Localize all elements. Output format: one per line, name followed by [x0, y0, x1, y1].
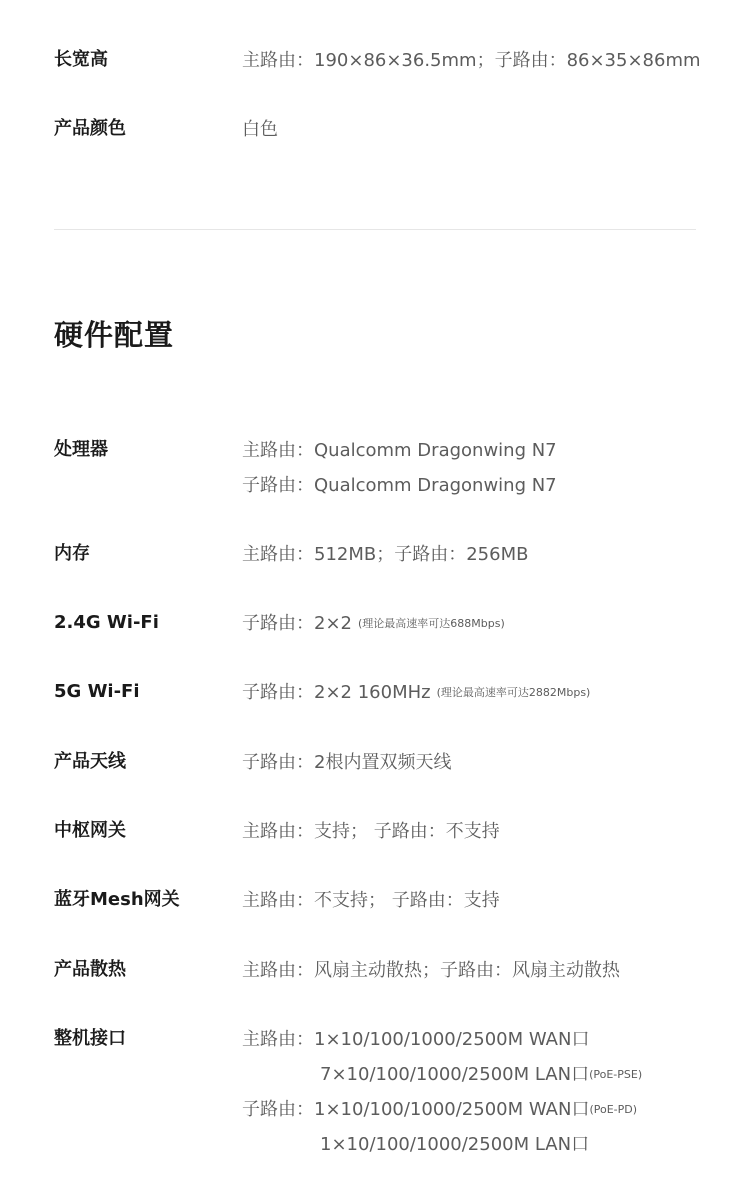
spec-label: 中枢网关: [54, 820, 126, 841]
spec-value-text: 子路由：2×2 160MHz: [242, 682, 431, 703]
spec-value-line: [242, 1092, 710, 1127]
spec-value-line: 主路由：Qualcomm Dragonwing N7: [242, 440, 557, 461]
section-title: 硬件配置: [54, 318, 175, 352]
spec-value: [242, 1022, 710, 1162]
spec-row-ports: [54, 1027, 710, 1162]
spec-label: 产品散热: [54, 959, 126, 980]
spec-row-wifi-5: [54, 680, 710, 710]
spec-value: 主路由：512MB；子路由：256MB: [242, 544, 529, 565]
spec-value-line: [242, 1057, 710, 1092]
spec-value: 主路由：190×86×36.5mm；子路由：86×35×86mm: [242, 50, 701, 71]
spec-value-text: 7×10/100/1000/2500M LAN口: [320, 1064, 590, 1085]
spec-label: 长宽高: [54, 49, 108, 70]
spec-label: 2.4G Wi-Fi: [54, 612, 159, 633]
spec-label: 蓝牙Mesh网关: [54, 889, 180, 910]
spec-value: 白色: [242, 119, 278, 140]
spec-row-dimensions: [54, 48, 710, 78]
spec-value: 子路由：2根内置双频天线: [242, 752, 452, 773]
spec-row-wifi-24: [54, 611, 710, 641]
spec-value-line: 主路由：1×10/100/1000/2500M WAN口: [242, 1029, 590, 1050]
section-divider: [54, 229, 696, 230]
spec-value-line: 子路由：Qualcomm Dragonwing N7: [242, 475, 557, 496]
spec-note: (PoE-PSE): [589, 1068, 643, 1081]
spec-value: [242, 675, 710, 710]
spec-row-antenna: [54, 750, 710, 780]
spec-value-line: 1×10/100/1000/2500M LAN口: [320, 1134, 590, 1155]
spec-label: 产品天线: [54, 751, 126, 772]
spec-label: 5G Wi-Fi: [54, 681, 140, 702]
spec-label: 内存: [54, 543, 90, 564]
spec-value: 主路由：不支持； 子路由：支持: [242, 890, 500, 911]
spec-label: 产品颜色: [54, 118, 126, 139]
spec-value-text: 子路由：1×10/100/1000/2500M WAN口: [242, 1099, 590, 1120]
spec-value: [242, 606, 710, 641]
spec-row-color: [54, 117, 710, 147]
spec-value: [242, 433, 710, 503]
spec-value: 主路由：风扇主动散热；子路由：风扇主动散热: [242, 960, 620, 981]
spec-row-hub: [54, 819, 710, 849]
spec-label: 处理器: [54, 439, 108, 460]
spec-row-cooling: [54, 958, 710, 988]
spec-label: 整机接口: [54, 1028, 126, 1049]
spec-row-memory: [54, 542, 710, 572]
spec-value: 主路由：支持； 子路由：不支持: [242, 821, 500, 842]
spec-note: (理论最高速率可达688Mbps): [358, 617, 505, 630]
spec-row-processor: [54, 438, 710, 503]
spec-value-text: 子路由：2×2: [242, 613, 352, 634]
spec-note: (PoE-PD): [589, 1103, 638, 1116]
spec-note: (理论最高速率可达2882Mbps): [436, 686, 591, 699]
spec-row-bt-mesh: [54, 888, 710, 918]
